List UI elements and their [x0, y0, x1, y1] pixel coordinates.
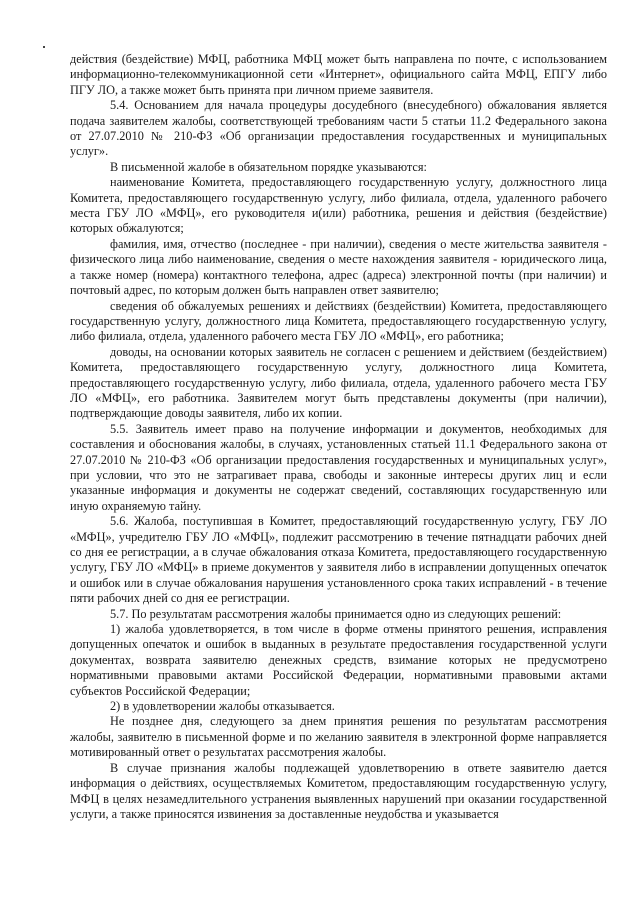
document-page	[70, 52, 607, 822]
paragraph-item-arguments: доводы, на основании которых заявитель не согласен с решением и действием (бездействием) Комитета, предоставляющего государственную услугу, должностного лица Комитета, предоставляющего государственную услугу, либо филиала, отдела, удаленного рабочего места ГБУ ЛО «МФЦ», его работника. Заявителем могут быть представлены документы (при наличии), подтверждающие доводы заявителя, либо их копии.	[70, 344, 607, 421]
scan-speck	[43, 46, 45, 48]
paragraph-continuation: действия (бездействие) МФЦ, работника МФЦ может быть направлена по почте, с использованием информационно-телекоммуникационной сети «Интернет», официального сайта МФЦ, ЕПГУ либо ПГУ ЛО, а также может быть принята при личном приеме заявителя.	[70, 52, 607, 97]
paragraph-5-5: 5.5. Заявитель имеет право на получение информации и документов, необходимых для составления и обоснования жалобы, в случаях, установленных статьей 11.1 Федерального закона от 27.07.2010 № 210-ФЗ «Об организации предоставления государственных и муниципальных услуг», при условии, что это не затрагивает права, свободы и законные интересы других лиц и если указанные информация и документы не содержат сведений, составляющих государственную или иную охраняемую тайну.	[70, 421, 607, 513]
paragraph-5-6: 5.6. Жалоба, поступившая в Комитет, предоставляющий государственную услугу, ГБУ ЛО «МФЦ», учредителю ГБУ ЛО «МФЦ», подлежит рассмотрению в течение пятнадцати рабочих дней со дня ее регистрации, а в случае обжалования отказа Комитета, предоставляющего государственную услугу, ГБУ ЛО «МФЦ» в приеме документов у заявителя либо в исправлении допущенных опечаток и ошибок или в случае обжалования нарушения установленного срока таких исправлений - в течение пяти рабочих дней со дня ее регистрации.	[70, 514, 607, 606]
paragraph-satisfaction-case: В случае признания жалобы подлежащей удовлетворению в ответе заявителю дается информация о действиях, осуществляемых Комитетом, предоставляющим государственную услугу, МФЦ в целях незамедлительного устранения выявленных нарушений при оказании государственной услуги, а также приносятся извинения за доставленные неудобства и указывается	[70, 760, 607, 821]
paragraph-written-complaint-intro: В письменной жалобе в обязательном порядке указываются:	[110, 159, 427, 174]
paragraph-decision-2: 2) в удовлетворении жалобы отказывается.	[110, 699, 335, 714]
paragraph-response-deadline: Не позднее дня, следующего за днем принятия решения по результатам рассмотрения жалобы, заявителю в письменной форме и по желанию заявителя в электронной форме направляется мотивированный ответ о результатах рассмотрения жалобы.	[70, 714, 607, 760]
paragraph-item-name: наименование Комитета, предоставляющего государственную услугу, должностного лица Комитета, предоставляющего государственную услугу, либо филиала, отдела, удаленного рабочего места ГБУ ЛО «МФЦ», его руководителя и(или) работника, решения и действия (бездействие) которых обжалуются;	[70, 175, 607, 236]
paragraph-5-4: 5.4. Основанием для начала процедуры досудебного (внесудебного) обжалования является подача заявителем жалобы, соответствующей требованиям части 5 статьи 11.2 Федерального закона от 27.07.2010 № 210-ФЗ «Об организации предоставления государственных и муниципальных услуг».	[70, 98, 607, 159]
paragraph-5-7: 5.7. По результатам рассмотрения жалобы принимается одно из следующих решений:	[110, 606, 562, 621]
paragraph-item-decisions: сведения об обжалуемых решениях и действиях (бездействии) Комитета, предоставляющего государственную услугу, должностного лица Комитета, предоставляющего государственную услугу, либо филиала, отдела, удаленного рабочего места ГБУ ЛО «МФЦ», его работника;	[70, 298, 607, 344]
paragraph-item-applicant: фамилия, имя, отчество (последнее - при наличии), сведения о месте жительства заявителя - физического лица либо наименование, сведения о месте нахождения заявителя - юридического лица, а также номер (номера) контактного телефона, адрес (адреса) электронной почты (при наличии) и почтовый адрес, по которым должен быть направлен ответ заявителю;	[70, 236, 607, 298]
paragraph-decision-1: 1) жалоба удовлетворяется, в том числе в форме отмены принятого решения, исправления допущенных опечаток и ошибок в выданных в результате предоставления государственной услуги документах, возврата заявителю денежных средств, взимание которых не предусмотрено нормативными правовыми актами Российской Федерации, нормативными правовыми актами субъектов Российской Федерации;	[70, 622, 607, 698]
